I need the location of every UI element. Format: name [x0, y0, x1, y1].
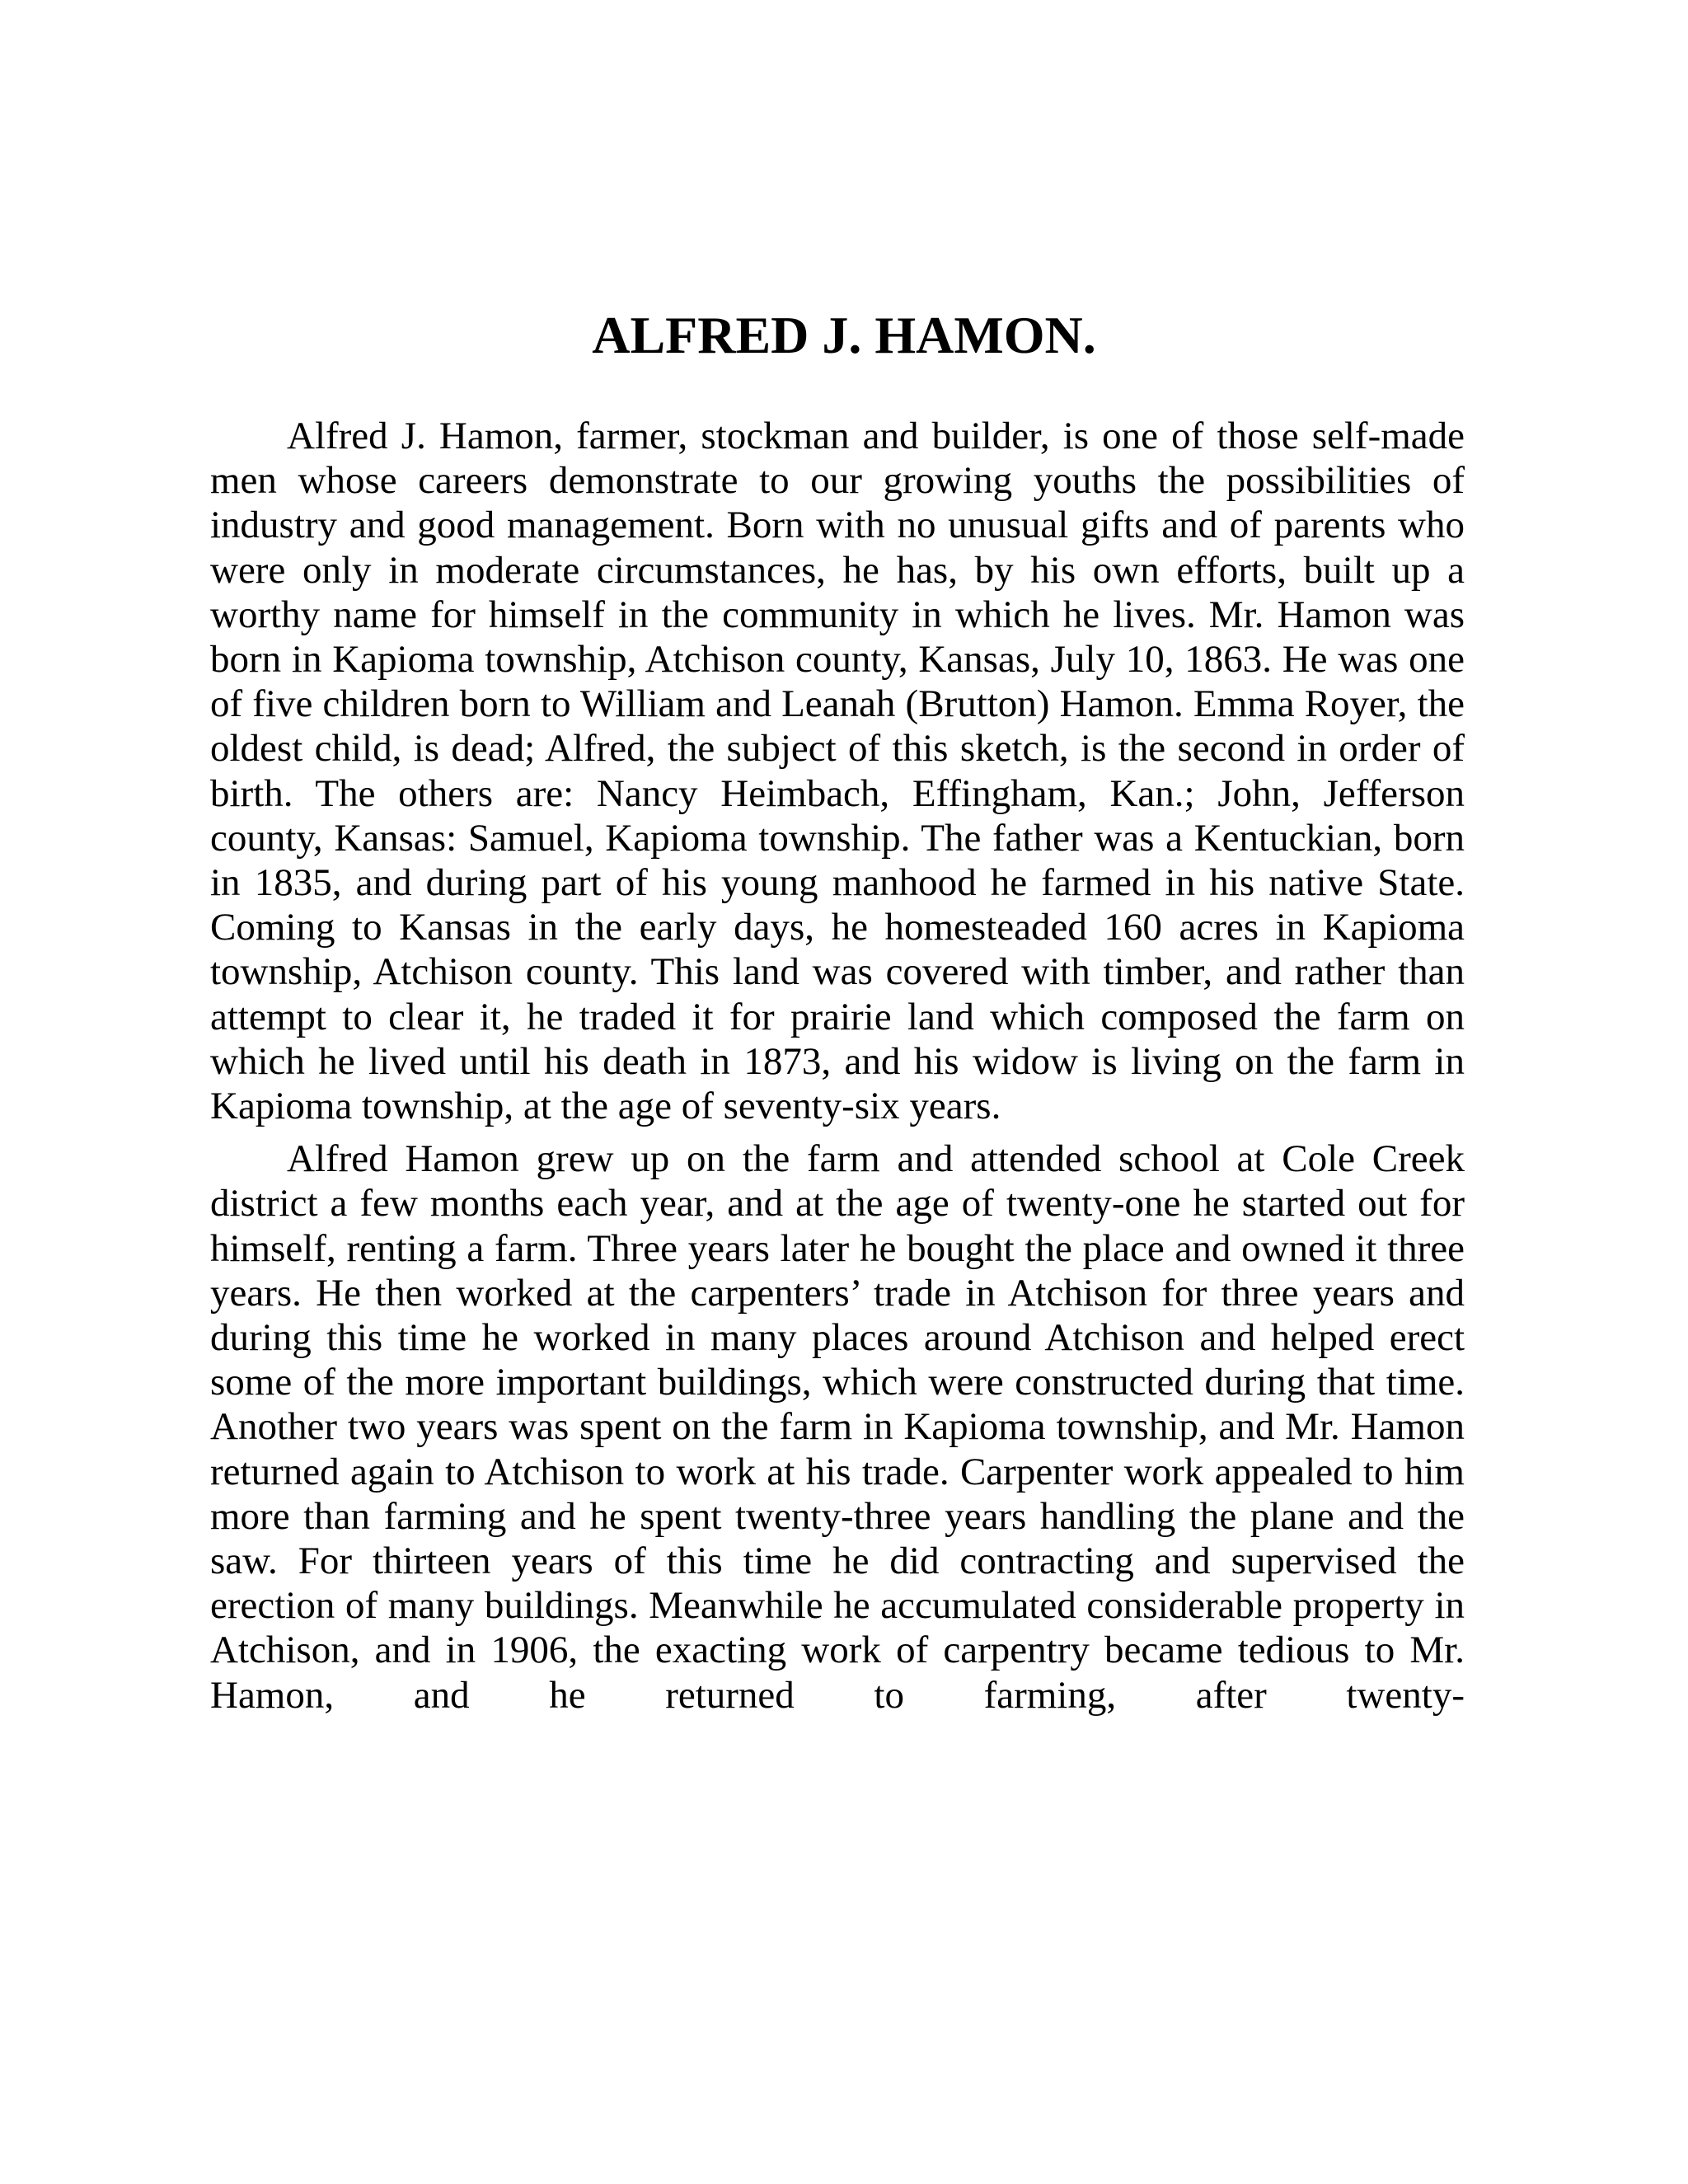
paragraph-career: Alfred Hamon grew up on the farm and attended school at Cole Creek district a few months each year, and at the age of twenty-one he started out for himself, renting a farm. Three years later he bought the place and owned it three years. He then worked at the carpenters’ trade in Atchison for three years and during this time he worked in many places around Atchison and helped erect some of the more important buildings, which were constructed during that time. Another two years was spent on the farm in Kapioma township, and Mr. Hamon returned again to Atchison to work at his trade. Carpenter work appealed to him more than farming and he spent twenty-three years handling the plane and the saw. For thirteen years of this time he did contracting and supervised the erection of many buildings. Meanwhile he accumulated considerable property in Atchison, and in 1906, the exacting work of carpentry became tedious to Mr. Hamon, and he returned to farming, after twenty-	[210, 1137, 1465, 1717]
biography-body	[210, 414, 1465, 1718]
paragraph-early-life: Alfred J. Hamon, farmer, stockman and builder, is one of those self-made men whose careers demonstrate to our growing youths the possibilities of industry and good management. Born with no unusual gifts and of parents who were only in moderate circumstances, he has, by his own efforts, built up a worthy name for himself in the community in which he lives. Mr. Hamon was born in Kapioma township, Atchison county, Kansas, July 10, 1863. He was one of five children born to William and Leanah (Brutton) Hamon. Emma Royer, the oldest child, is dead; Alfred, the subject of this sketch, is the second in order of birth. The others are: Nancy Heimbach, Effingham, Kan.; John, Jefferson county, Kansas: Samuel, Kapioma township. The father was a Kentuckian, born in 1835, and during part of his young manhood he farmed in his native State. Coming to Kansas in the early days, he homesteaded 160 acres in Kapioma township, Atchison county. This land was covered with timber, and rather than attempt to clear it, he traded it for prairie land which composed the farm on which he lived until his death in 1873, and his widow is living on the farm in Kapioma township, at the age of seventy-six years.	[210, 415, 1465, 1128]
page-title: ALFRED J. HAMON.	[592, 306, 1096, 364]
